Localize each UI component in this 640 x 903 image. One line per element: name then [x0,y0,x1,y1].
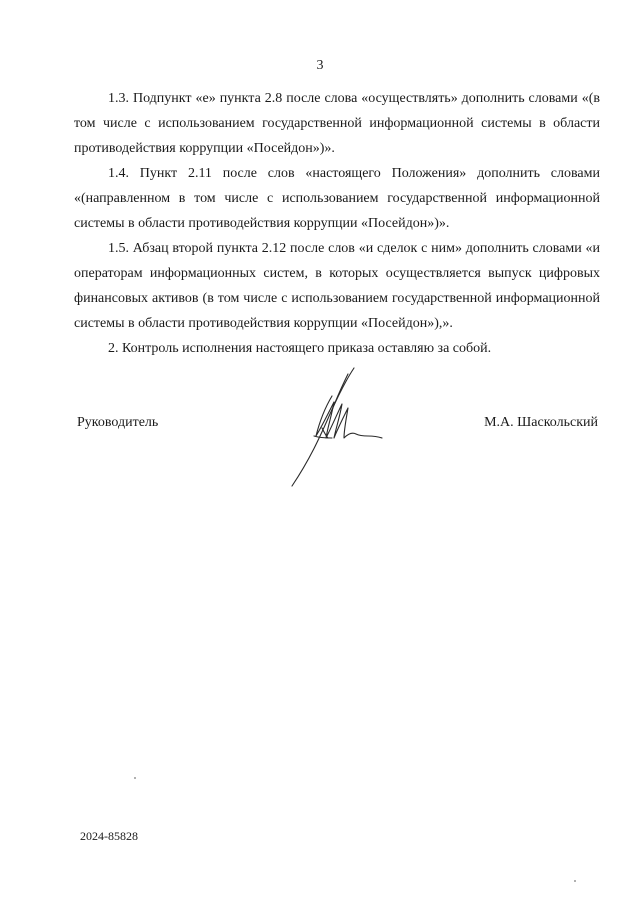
paragraph-2: 2. Контроль исполнения настоящего приказа оставляю за собой. [108,341,492,356]
document-body [74,86,600,361]
scan-speck [134,777,136,779]
signatory-role: Руководитель [77,415,159,430]
paragraph-1-5: 1.5. Абзац второй пункта 2.12 после слов «и сделок с ним» дополнить словами «и операторам информационных систем, в которых осуществляется выпуск цифровых финансовых активов (в том числе с использованием государственной информационной системы в области противодействия коррупции «Посейдон»),». [74,241,600,331]
document-id: 2024-85828 [80,829,138,843]
page-number: 3 [316,58,324,73]
paragraph-1-3: 1.3. Подпункт «е» пункта 2.8 после слова «осуществлять» дополнить словами «(в том числе с использованием государственной информационной системы в области противодействия коррупции «Посейдон»)». [74,91,600,156]
handwritten-signature [286,366,386,491]
scan-speck [574,880,576,882]
paragraph-1-4: 1.4. Пункт 2.11 после слов «настоящего Положения» дополнить словами «(направленном в том числе с использованием государственной информационной системы в области противодействия коррупции «Посейдон»)». [74,166,600,231]
signatory-name: М.А. Шаскольский [484,415,598,430]
